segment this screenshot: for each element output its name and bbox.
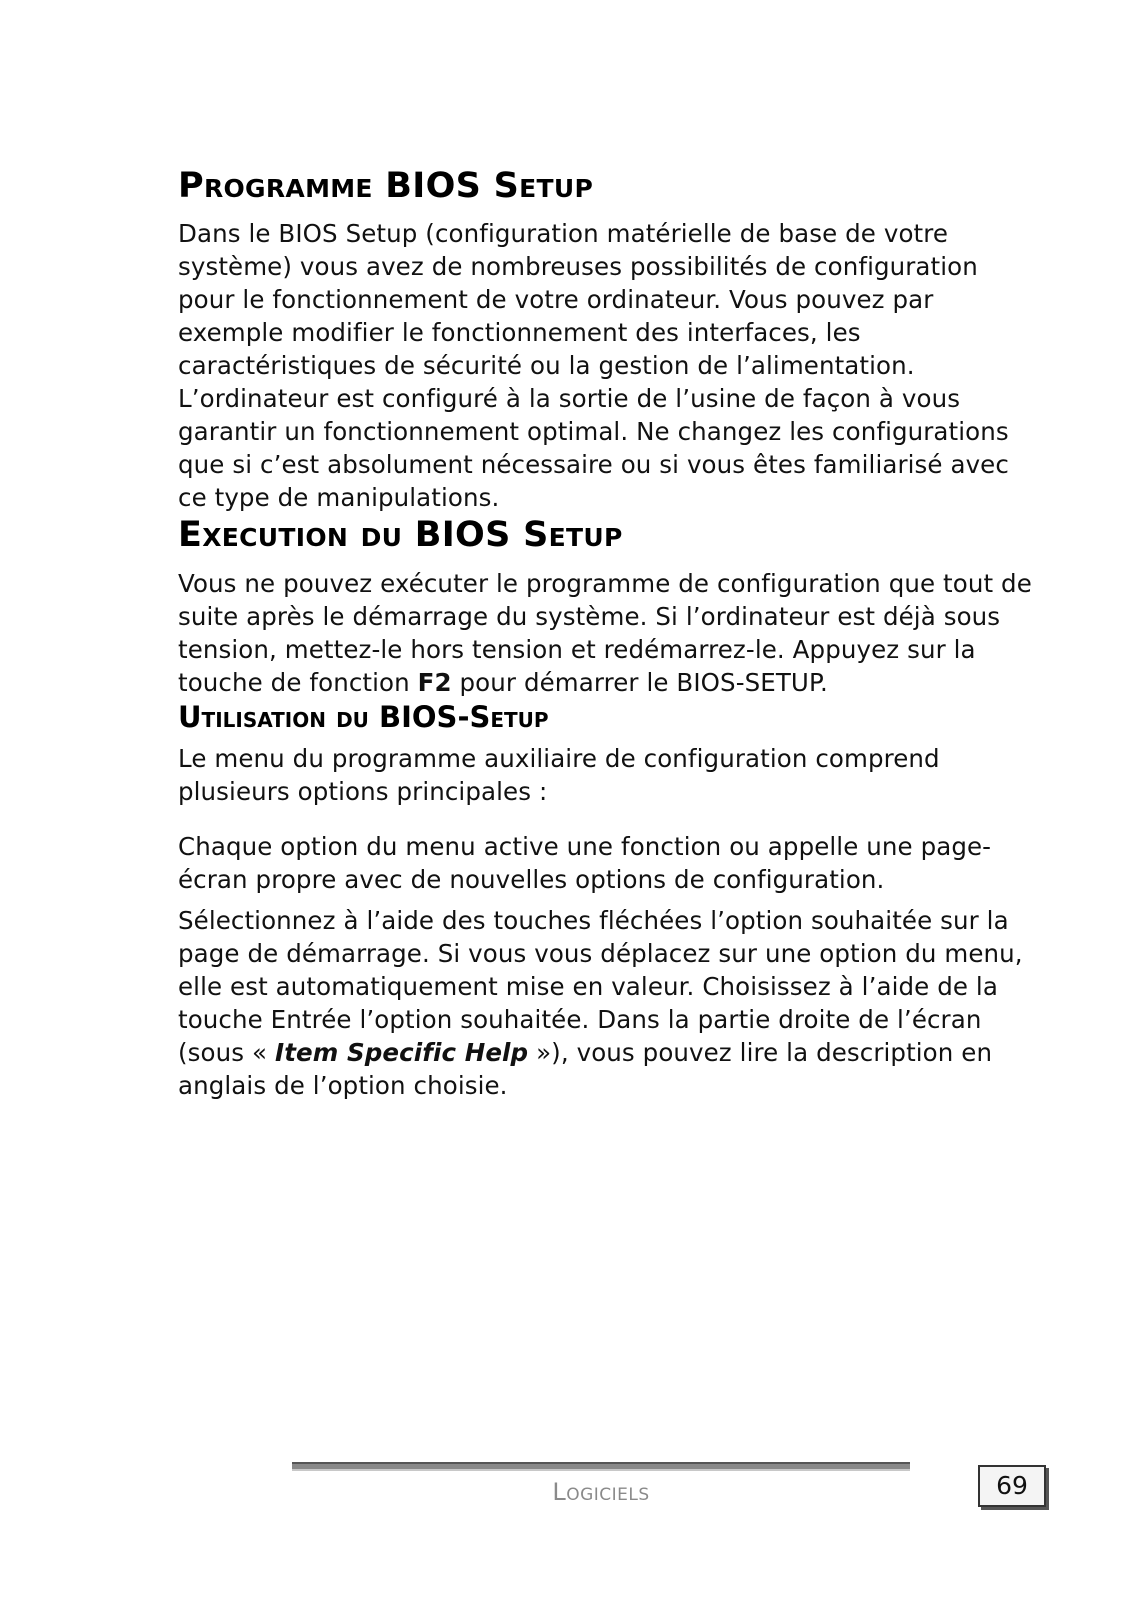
footer-chapter-label: Logiciels <box>552 1478 650 1506</box>
section-paragraph-execution <box>178 567 1038 699</box>
section-title-programme-bios-setup: Programme BIOS Setup <box>178 166 594 206</box>
section-title-utilisation-bios-setup: Utilisation du BIOS-Setup <box>178 700 549 734</box>
f2-key-label: F2 <box>417 668 452 697</box>
section-title-execution-bios-setup: Execution du BIOS Setup <box>178 515 623 555</box>
execution-text-end: pour démarrer le BIOS-SETUP. <box>451 668 828 697</box>
section-paragraph-menu: Le menu du programme auxiliaire de configuration comprend plusieurs options principales : <box>178 744 940 806</box>
section-paragraph-options: Chaque option du menu active une fonction ou appelle une page-écran propre avec de nouvelles options de configuration. <box>178 832 992 894</box>
section-paragraph-intro: Dans le BIOS Setup (configuration matérielle de base de votre système) vous avez de nombreuses possibilités de configuration pour le fonctionnement de votre ordinateur. Vous pouvez par exemple modifier le fonctionnement des interfaces, les caractéristiques de sécurité ou la gestion de l’alimentation. L’ordinateur est configuré à la sortie de l’usine de façon à vous garantir un fonctionnement optimal. Ne changez les configurations que si c’est absolument nécessaire ou si vous êtes familiarisé avec ce type de manipulations. <box>178 219 1009 512</box>
footer-rule <box>292 1462 910 1469</box>
page-content <box>178 165 1038 1102</box>
page-number: 69 <box>978 1465 1046 1507</box>
navigation-text-end: »), vous pouvez lire la description en anglais de l’option choisie. <box>178 1038 993 1100</box>
section-paragraph-navigation <box>178 904 1038 1102</box>
item-specific-help-label: Item Specific Help <box>274 1038 529 1067</box>
execution-text-start: Vous ne pouvez exécuter le programme de configuration que tout de suite après le démarrage du système. Si l’ordinateur est déjà sous tension, mettez-le hors tension et redémarrez-le. Appuyez sur la touche de fonction <box>178 569 1032 697</box>
navigation-text-start: Sélectionnez à l’aide des touches fléchées l’option souhaitée sur la page de démarrage. Si vous vous déplacez sur une option du menu, elle est automatiquement mise en valeur. Choisissez à l’aide de la touche Entrée l’option souhaitée. Dans la partie droite de l’écran (sous « <box>178 906 1023 1067</box>
